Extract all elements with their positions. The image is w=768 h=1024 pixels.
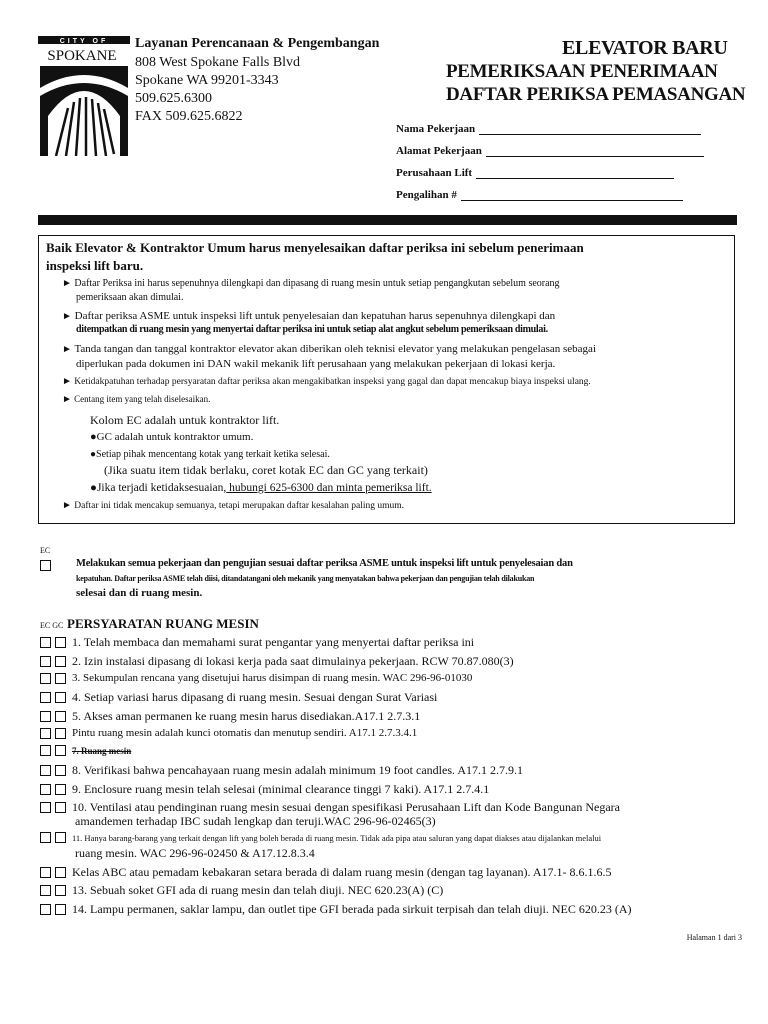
requirement-text: 1. Telah membaca dan memahami surat pengantar yang menyertai daftar periksa ini	[72, 635, 475, 649]
ec-checkbox[interactable]	[40, 832, 51, 843]
requirement-text: Pintu ruang mesin adalah kunci otomatis dan menutup sendiri. A17.1 2.7.3.4.1	[72, 727, 418, 739]
requirement-text-obscured: 7. Ruang mesin	[72, 745, 132, 756]
lift-company-field	[396, 167, 674, 179]
org-address-line1: 808 West Spokane Falls Blvd	[135, 55, 301, 70]
gc-checkbox[interactable]	[55, 637, 66, 648]
lift-company-label: Perusahaan Lift	[396, 167, 473, 179]
notice-bullet-2-text: Daftar periksa ASME untuk inspeksi lift untuk penyelesaian dan kepatuhan harus sepenuhnya dilengkapi dan	[74, 310, 556, 322]
ec-checkbox[interactable]	[40, 745, 51, 756]
ec-checkbox[interactable]	[40, 784, 51, 795]
title-line1: ELEVATOR BARU	[562, 37, 728, 59]
header-divider-bar	[38, 215, 737, 225]
requirement-text: 9. Enclosure ruang mesin telah selesai (minimal clearance tinggi 7 kaki). A17.1 2.7.4.1	[72, 782, 490, 796]
gc-checkbox[interactable]	[55, 904, 66, 915]
notice-sub-4: (Jika suatu item tidak berlaku, coret kotak EC dan GC yang terkait)	[104, 463, 428, 477]
ec-checkbox[interactable]	[40, 673, 51, 684]
job-name-input[interactable]	[479, 124, 701, 135]
notice-sub-1: Kolom EC adalah untuk kontraktor lift.	[90, 413, 280, 427]
transfer-label: Pengalihan #	[396, 189, 457, 201]
notice-bullet-1-cont: pemeriksaan akan dimulai.	[76, 292, 184, 303]
ec-asme-line2: kepatuhan. Daftar periksa ASME telah diisi, ditandatangani oleh mekanik yang menyatakan bahwa pekerjaan dan pengujian telah dilakukan	[76, 574, 535, 583]
job-address-field	[396, 145, 704, 157]
transfer-field	[396, 189, 683, 201]
notice-bullet-1	[62, 278, 560, 290]
gc-checkbox[interactable]	[55, 728, 66, 739]
gc-checkbox[interactable]	[55, 745, 66, 756]
ec-checkbox[interactable]	[40, 885, 51, 896]
ec-checkbox[interactable]	[40, 765, 51, 776]
machine-room-heading: PERSYARATAN RUANG MESIN	[67, 616, 259, 631]
requirement-text: 5. Akses aman permanen ke ruang mesin harus disediakan.A17.1 2.7.3.1	[72, 709, 421, 723]
requirement-text: 4. Setiap variasi harus dipasang di ruang mesin. Sesuai dengan Surat Variasi	[72, 690, 438, 704]
notice-heading-line1: Baik Elevator & Kontraktor Umum harus menyelesaikan daftar periksa ini sebelum penerimaan	[46, 240, 584, 255]
logo-spokane-text: SPOKANE	[47, 48, 117, 64]
notice-bullet-3-cont: diperlukan pada dokumen ini DAN wakil mekanik lift perusahaan yang melakukan pekerjaan di lokasi kerja.	[76, 358, 556, 370]
title-line3: DAFTAR PERIKSA PEMASANGAN	[446, 84, 746, 105]
requirement-row	[40, 800, 620, 815]
requirement-row	[40, 902, 632, 917]
org-address-line2: Spokane WA 99201-3343	[135, 73, 279, 88]
requirement-row	[40, 745, 131, 756]
requirement-text-cont: ruang mesin. WAC 296-96-02450 & A17.12.8.3.4	[75, 846, 315, 860]
arrow-right-icon: ►	[62, 344, 72, 355]
requirement-text: Kelas ABC atau pemadam kebakaran setara berada di dalam ruang mesin (dengan tag layanan). A17.1- 8.6.1.6.5	[72, 865, 612, 879]
gc-checkbox[interactable]	[55, 802, 66, 813]
notice-bullet-3	[62, 343, 596, 356]
arrow-right-icon: ►	[62, 394, 72, 405]
ec-checkbox[interactable]	[40, 867, 51, 878]
gc-checkbox[interactable]	[55, 832, 66, 843]
ec-gc-column-labels: EC GC	[40, 621, 64, 630]
ec-checkbox[interactable]	[40, 692, 51, 703]
requirement-text-cont: amandemen terhadap IBC sudah lengkap dan teruji.WAC 296-96-02465(3)	[75, 814, 436, 828]
job-name-field	[396, 123, 701, 135]
gc-checkbox[interactable]	[55, 692, 66, 703]
ec-checkbox[interactable]	[40, 904, 51, 915]
transfer-input[interactable]	[461, 190, 683, 201]
arrow-right-icon: ►	[62, 311, 72, 322]
notice-sub-5-link: hubungi 625-6300 dan minta pemeriksa lift.	[226, 482, 432, 494]
lift-company-input[interactable]	[476, 168, 674, 179]
ec-checkbox[interactable]	[40, 637, 51, 648]
org-name: Layanan Perencanaan & Pengembangan	[135, 36, 380, 51]
notice-sub-2: ●GC adalah untuk kontraktor umum.	[90, 431, 254, 443]
notice-bullet-4	[62, 376, 591, 388]
notice-bullet-5-text: Centang item yang telah diselesaikan.	[74, 394, 211, 404]
requirement-row	[40, 654, 514, 669]
notice-bullet-1-text: Daftar Periksa ini harus sepenuhnya dilengkapi dan dipasang di ruang mesin untuk setiap pengangkutan sebelum seorang	[74, 278, 560, 289]
requirement-row	[40, 782, 489, 797]
ec-checkbox[interactable]	[40, 728, 51, 739]
org-fax: FAX 509.625.6822	[135, 109, 243, 124]
arrow-right-icon: ►	[62, 500, 72, 511]
title-line2: PEMERIKSAAN PENERIMAAN	[446, 61, 718, 82]
gc-checkbox[interactable]	[55, 867, 66, 878]
gc-checkbox[interactable]	[55, 784, 66, 795]
gc-checkbox[interactable]	[55, 656, 66, 667]
requirement-text: 11. Hanya barang-barang yang terkait dengan lift yang boleh berada di ruang mesin. Tidak ada pipa atau saluran yang dapat diakses atau dijalankan melalui	[72, 832, 602, 843]
ec-checkbox[interactable]	[40, 802, 51, 813]
requirement-row	[40, 690, 437, 705]
notice-sub-5	[90, 481, 458, 495]
requirement-row	[40, 672, 472, 684]
gc-checkbox[interactable]	[55, 885, 66, 896]
ec-column-label: EC	[40, 546, 51, 555]
notice-sub-3: ●Setiap pihak mencentang kotak yang terkait ketika selesai.	[90, 449, 330, 460]
requirement-text: 10. Ventilasi atau pendinginan ruang mesin sesuai dengan spesifikasi Perusahaan Lift dan Kode Bangunan Negara	[72, 800, 620, 814]
requirement-row	[40, 709, 420, 724]
requirement-row	[40, 635, 474, 650]
notice-bullet-6-text: Daftar ini tidak mencakup semuanya, tetapi merupakan daftar kesalahan paling umum.	[74, 501, 405, 511]
requirement-text: 2. Izin instalasi dipasang di lokasi kerja pada saat dimulainya pekerjaan. RCW 70.87.080(3)	[72, 654, 514, 668]
notice-bullet-5	[62, 393, 210, 406]
gc-checkbox[interactable]	[55, 711, 66, 722]
job-address-label: Alamat Pekerjaan	[396, 145, 482, 157]
requirement-row	[40, 832, 601, 843]
city-of-spokane-logo	[38, 36, 130, 156]
requirement-text: 8. Verifikasi bahwa pencahayaan ruang mesin adalah minimum 19 foot candles. A17.1 2.7.9.1	[72, 763, 523, 777]
requirement-row	[40, 865, 611, 880]
job-name-label: Nama Pekerjaan	[396, 123, 476, 135]
ec-asme-line3: selesai dan di ruang mesin.	[76, 587, 203, 599]
requirement-row	[40, 727, 417, 739]
requirement-text: 13. Sebuah soket GFI ada di ruang mesin dan telah diuji. NEC 620.23(A) (C)	[72, 883, 444, 897]
job-address-input[interactable]	[486, 146, 704, 157]
requirement-row	[40, 883, 443, 898]
ec-checkbox[interactable]	[40, 656, 51, 667]
arrow-right-icon: ►	[62, 376, 72, 387]
notice-sub-5-text: ●Jika terjadi ketidaksesuaian,	[90, 482, 227, 494]
spokane-logo-graphic	[38, 36, 130, 156]
arrow-right-icon: ►	[62, 278, 72, 289]
notice-bullet-2-cont: ditempatkan di ruang mesin yang menyertai daftar periksa ini untuk setiap alat angkut sebelum pemeriksaan dimulai.	[76, 324, 548, 335]
gc-checkbox[interactable]	[55, 673, 66, 684]
notice-heading-line2: inspeksi lift baru.	[46, 258, 144, 273]
ec-asme-line1: Melakukan semua pekerjaan dan pengujian sesuai daftar periksa ASME untuk inspeksi lift untuk penyelesaian dan	[76, 558, 573, 569]
ec-checkbox[interactable]	[40, 711, 51, 722]
logo-city-of-text: CITY OF	[59, 38, 109, 45]
notice-bullet-6	[62, 500, 404, 512]
notice-bullet-4-text: Ketidakpatuhan terhadap persyaratan daftar periksa akan mengakibatkan inspeksi yang gagal dan dapat mencakup biaya inspeksi ulang.	[74, 377, 591, 387]
page-number: Halaman 1 dari 3	[686, 933, 742, 942]
notice-bullet-3-text: Tanda tangan dan tanggal kontraktor elevator akan diberikan oleh teknisi elevator yang melakukan pengelasan sebagai	[74, 343, 596, 355]
gc-checkbox[interactable]	[55, 765, 66, 776]
requirement-text: 3. Sekumpulan rencana yang disetujui harus disimpan di ruang mesin. WAC 296-96-01030	[72, 672, 473, 684]
notice-bullet-2	[62, 310, 555, 323]
ec-asme-checkbox[interactable]	[40, 560, 51, 571]
requirement-text: 14. Lampu permanen, saklar lampu, dan outlet tipe GFI berada pada sirkuit terpisah dan telah diuji. NEC 620.23 (A)	[72, 902, 632, 916]
requirement-row	[40, 763, 523, 778]
org-phone: 509.625.6300	[135, 91, 212, 106]
